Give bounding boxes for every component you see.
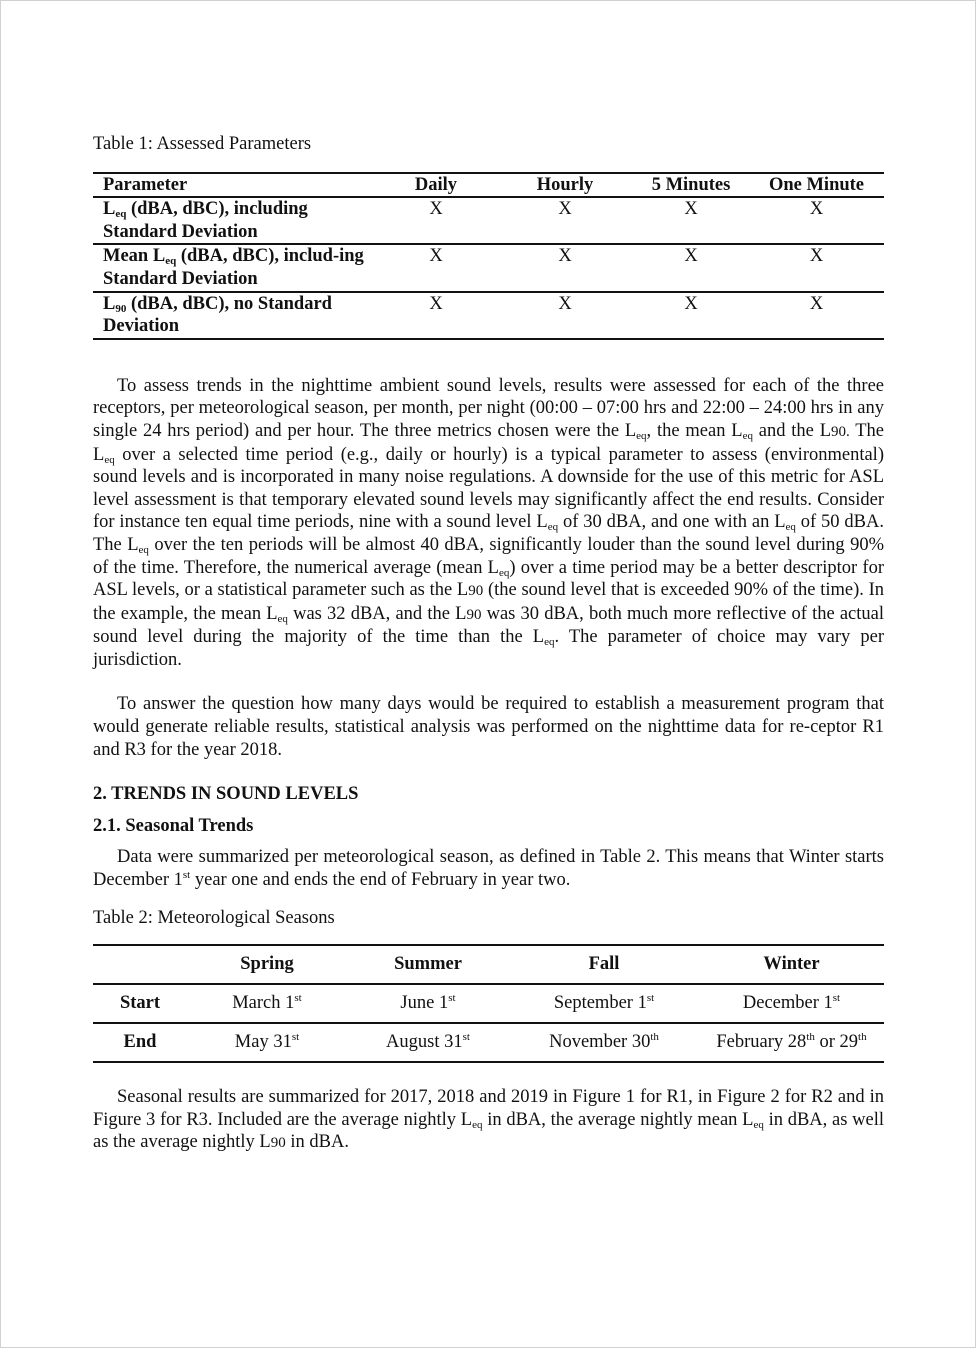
section-heading: 2. TRENDS IN SOUND LEVELS (93, 784, 359, 805)
season-end-cell: November 30th (549, 1031, 659, 1053)
table2-header-winter: Winter (763, 954, 820, 975)
mark-cell: X (429, 199, 443, 220)
table1-header-5min: 5 Minutes (651, 174, 731, 195)
table1-header-row (93, 173, 884, 198)
season-end-cell: August 31st (386, 1031, 470, 1053)
table2-header-fall: Fall (588, 954, 620, 975)
table-row (93, 984, 884, 1023)
table-row (93, 244, 884, 291)
table2-header-spring: Spring (240, 954, 294, 975)
mark-cell: X (684, 199, 698, 220)
parameter-cell: Mean $L_{eq}$ (dBA, dBC), includ-ing Standard Deviation (103, 246, 364, 289)
table1-header-daily: Daily (414, 174, 458, 195)
mark-cell: X (809, 199, 824, 220)
mark-cell: X (809, 246, 824, 267)
document-page (93, 133, 884, 1155)
season-start-cell: March 1st (232, 992, 302, 1014)
mark-cell: X (558, 199, 572, 220)
season-end-cell: May 31st (234, 1031, 300, 1053)
mark-cell: X (809, 293, 824, 314)
mark-cell: X (558, 293, 572, 314)
table-row (93, 1023, 884, 1062)
paragraph-measurement-days: To answer the question how many days would be required to establish a measurement program that would generate reliable results, statistical analysis was performed on the nighttime data for re-ceptor R1 and R3 for the year 2018. (93, 694, 884, 760)
table2-header-row (93, 945, 884, 984)
subsection-heading: 2.1. Seasonal Trends (93, 815, 254, 836)
season-end-cell: February 28th or 29th (716, 1031, 867, 1053)
paragraph-trends-intro: To assess trends in the nighttime ambient sound levels, results were assessed for each of the three receptors, per meteorological season, per month, per night (00:00 – 07:00 hrs and 22:00 – 24:00 hrs in any single 24 hrs period) and per hour. The three metrics chosen were the $L_{eq}$, the mean $L_{eq}$ and the L90. The $L_{eq}$ over a selected time period (e.g., daily or hourly) is a typical parameter to assess (environmental) sound levels and is incorporated in many noise regulations. A downside for the use of this metric for ASL level assessment is that temporary elevated sound levels may significantly affect the end results. Consider for instance ten equal time periods, nine with a sound level $L_{eq}$ of 30 dBA, and one with an $L_{eq}$ of 50 dBA. The $L_{eq}$ over the ten periods will be almost 40 dBA, significantly louder than the sound level during 90% of the time. Therefore, the numerical average (mean $L_{eq}$) over a time period may be a better descriptor for ASL levels, or a statistical parameter such as the L90 (the sound level that is exceeded 90% of the time). In the example, the mean $L_{eq}$ was 32 dBA, and the L90 was 30 dBA, both much more reflective of the actual sound level during the majority of the time than the $L_{eq}$. The parameter of choice may vary per jurisdiction. (93, 375, 885, 670)
table-row (93, 197, 884, 244)
table1-caption: Table 1: Assessed Parameters (93, 134, 312, 154)
season-start-cell: September 1st (553, 992, 655, 1014)
mark-cell: X (684, 246, 698, 267)
mark-cell: X (684, 293, 698, 314)
row-label-start: Start (119, 993, 161, 1014)
mark-cell: X (558, 246, 572, 267)
mark-cell: X (429, 293, 443, 314)
table2-caption: Table 2: Meteorological Seasons (93, 907, 335, 928)
meteorological-seasons-table (93, 944, 884, 1063)
paragraph-seasonal-results: Seasonal results are summarized for 2017, 2018 and 2019 in Figure 1 for R1, in Figure 2 for R2 and in Figure 3 for R3. Included are the average nightly $L_{eq}$ in dBA, the average nightly mean $L_{eq}$ in dBA, as well as the average nightly L90 in dBA. (93, 1087, 885, 1153)
table-row (93, 292, 884, 339)
table1-header-1min: One Minute (768, 174, 865, 195)
table1-header-parameter: Parameter (103, 174, 188, 195)
row-label-end: End (123, 1032, 157, 1053)
assessed-parameters-table (93, 172, 884, 340)
mark-cell: X (429, 246, 443, 267)
parameter-cell: $L_{90}$ (dBA, dBC), no Standard Deviation (103, 293, 332, 337)
table1-header-hourly: Hourly (536, 174, 594, 195)
season-start-cell: June 1st (400, 992, 456, 1014)
parameter-cell: $L_{eq}$ (dBA, dBC), including Standard Deviation (103, 199, 308, 242)
table2-header-blank (93, 945, 187, 984)
season-start-cell: December 1st (742, 992, 841, 1014)
table2-header-summer: Summer (394, 954, 462, 975)
paragraph-seasons-definition: Data were summarized per meteorological season, as defined in Table 2. This means that Winter starts December 1st year one and ends the end of February in year two. (93, 847, 884, 891)
